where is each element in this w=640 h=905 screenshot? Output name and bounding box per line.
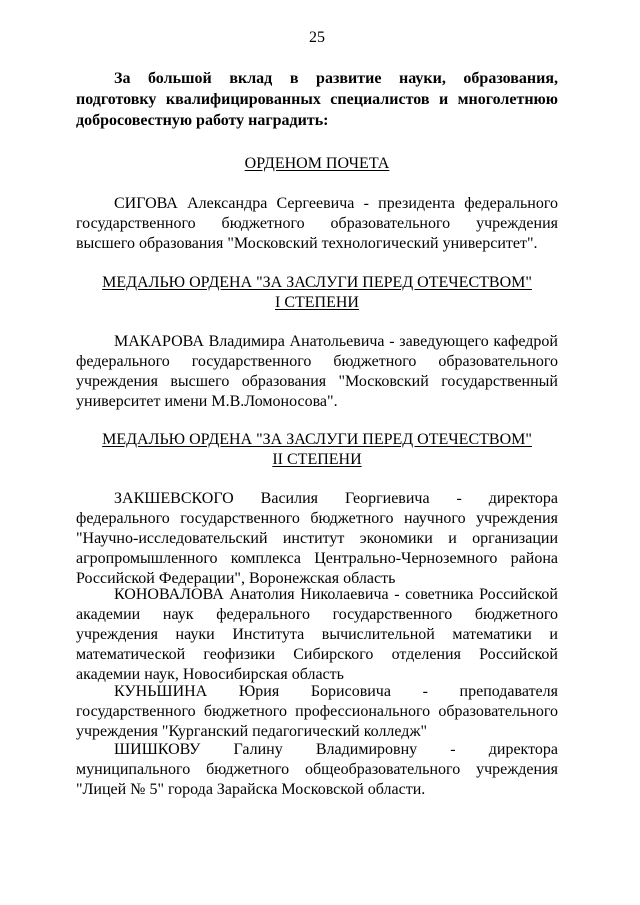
section-heading-medal-1st-degree: МЕДАЛЬЮ ОРДЕНА "ЗА ЗАСЛУГИ ПЕРЕД ОТЕЧЕСТВОМ" [102,274,532,291]
entry-line: академии наук, Новосибирская область [76,666,344,683]
section-heading-degree: II СТЕПЕНИ [272,451,362,468]
entry-line: ШИШКОВУ Галину Владимировну - директора [114,741,558,758]
page-number: 25 [309,29,325,46]
entry-line: университет имени М.В.Ломоносова". [76,393,338,410]
entry-line: государственного бюджетного профессионального образовательного [76,703,558,720]
entry-line: МАКАРОВА Владимира Анатольевича - заведующего кафедрой [114,333,558,350]
entry-line: федерального государственного бюджетного научного учреждения [76,510,558,527]
entry-line: государственного бюджетного образовательного учреждения [76,215,558,232]
entry-line: академии наук федерального государственного бюджетного [76,606,558,623]
intro-line: добросовестную работу наградить: [76,112,329,129]
entry-line: "Научно-исследовательский институт экономики и организации [76,530,558,547]
intro-line: подготовку квалифицированных специалистов и многолетнюю [76,91,558,108]
entry-line: учреждения "Курганский педагогический колледж" [76,723,428,740]
entry-line: федерального государственного бюджетного образовательного [76,353,558,370]
entry-line: муниципального бюджетного общеобразовательного учреждения [76,761,558,778]
award-entry [76,740,558,800]
section-heading-medal-2nd-degree: МЕДАЛЬЮ ОРДЕНА "ЗА ЗАСЛУГИ ПЕРЕД ОТЕЧЕСТВОМ" [102,431,532,448]
section-heading-order-of-honor: ОРДЕНОМ ПОЧЕТА [244,155,390,172]
entry-line: математической геофизики Сибирского отделения Российской [76,646,558,663]
entry-line: КУНЬШИНА Юрия Борисовича - преподавателя [114,683,558,700]
section-heading-degree: I СТЕПЕНИ [275,294,359,311]
entry-line: СИГОВА Александра Сергеевича - президента федерального [114,195,558,212]
entry-line: Российской Федерации", Воронежская область [76,570,396,587]
entry-line: КОНОВАЛОВА Анатолия Николаевича - советника Российской [114,586,558,603]
award-entry [76,585,558,685]
entry-line: учреждения высшего образования "Московский государственный [76,373,558,390]
entry-line: высшего образования "Московский технологический университет". [76,235,538,252]
entry-line: учреждения науки Института вычислительной математики и [76,626,558,643]
entry-line: ЗАКШЕВСКОГО Василия Георгиевича - директора [114,490,558,507]
entry-line: агропромышленного комплекса Центрально-Черноземного района [76,550,558,567]
award-entry [76,332,558,412]
award-intro [76,68,558,131]
entry-line: "Лицей № 5" города Зарайска Московской области. [76,781,426,798]
award-entry [76,489,558,589]
award-entry [76,194,558,254]
award-entry [76,682,558,742]
intro-line: За большой вклад в развитие науки, образования, [114,70,558,87]
document-page [76,0,558,905]
